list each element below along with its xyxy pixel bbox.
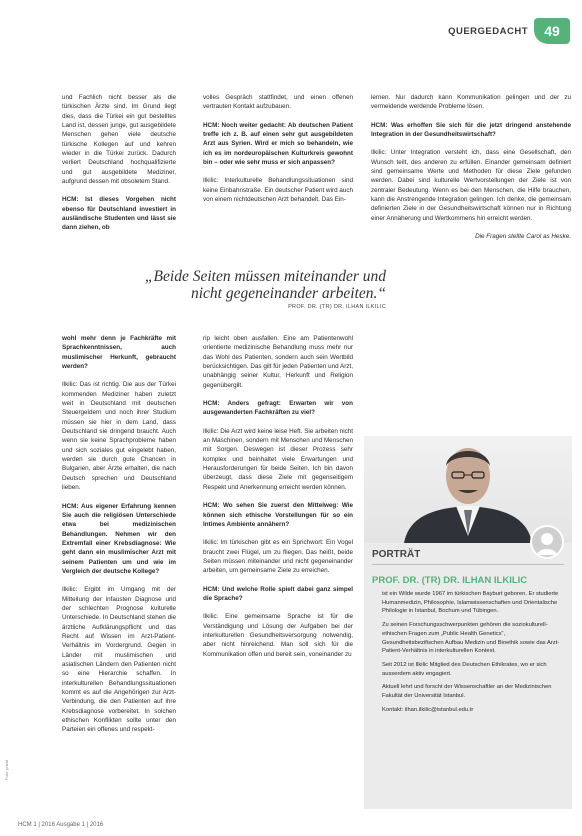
portrait-name: PROF. DR. (TR) DR. ILHAN ILKILIC [372, 575, 528, 586]
section-label: QUERGEDACHT [448, 25, 528, 37]
answer: Ilkilic: Eine gemeinsame Sprache ist für die Verständigung und Lösung der Aufgaben bei der interkulturellen Gesundheitsversorgung notwendig, aber nicht hinreichend. Man soll sich für die Kommunikation offen und bereit sein, voneinander zu [203, 613, 353, 658]
top-column-2 [203, 93, 353, 213]
top-column-3 [371, 93, 571, 250]
avatar-icon [530, 525, 564, 559]
answer: Ilkilic: Unter Integration versteht ich, dass eine Gesellschaft, den Wunsch teilt, des anderen zu erfüllen. Einander gemeinsam definiert sind gemeinsame Werte und Methoden für diese Ziele gefunden werden. Dabei sind kulturelle Wertvorstellungen der Ziele ist von zentraler Bedeutung. Wenn es bei den Menschen, die Hilfe brauchen, kann die Anstrengende Integration gelingen. Ich denke, die gemeinsam definierten Ziele in der Gesundheitswirtschaft können nur in Richtung einer Annäherung und Wertkommens hin erreicht werden. [371, 149, 571, 222]
portrait-contact: Kontakt: ilhan.ilkilic@istanbul.edu.tr [382, 706, 474, 713]
bottom-column-1 [62, 334, 176, 744]
paragraph: und Fachlich nicht besser als die türkischen Ärzte sind. Im Grund liegt dies, dass die Türkei ein gut bestelltes Land ist, dessen junge, gut ausgebildete Menschen gehen viele deutsche türkische Kollegen auf und kehren wieder in die Türkei zurück. Dadurch verliert Deutschland hochqualifizierte und gut ausgebildete Mediziner, aufgrund dessen mit obsoletem Stand. [62, 94, 176, 186]
question: HCM: Aus eigener Erfahrung kennen Sie auch die religiösen Unterschiede etwa bei medizinischen Behandlungen. Nehmen wir den Extremfall einer Krebsdiagnose: Wie geht dann ein muslimischer Arzt mit seinem Patienten um und wie im Vergleich der deutsche Kollege? [62, 502, 176, 575]
answer: Ilkilic: Die Arzt wird keine leise Heft. Sie arbeiten nicht an Maschinen, sondern mit Menschen und Menschen mit Sorgen. Deswegen ist dieser Prozess sehr komplex und beinhaltet viele Erwartungen und Herausforderungen für beide Seiten. Ich bin davon überzeugt, dass diese Ziele mit gegenseitigem Respekt und Anerkennung erreicht werden können. [203, 427, 353, 491]
pull-quote-attribution: PROF. DR. (TR) DR. ILHAN ILKILIC [288, 304, 386, 310]
photo-credit: Foto: privat [4, 759, 9, 780]
answer: Ilkilic: Ergibt im Umgang mit der Mitteilung der infausten Diagnose und der schlechten Prognose kulturelle Unterschiede. In Deutschland stehen die ärztliche Aufklärungspflicht und das Recht auf Wissen im Arzt-Patient-Verhältnis im Vordergrund. Gegen in Länder mit muslimischen und asiatischen Ländern den Patienten nicht so eine Hierarchie schaffen. In interkulturellen Behandlungssituationen kommt es auf die Angehörigen zur Arzt-Verbindung, die den Patienten auf ihre Krebsdiagnose vorbereitet. In solchen ethischen Konflikten sollte unter den Parteien ein offenes und respekt- [62, 586, 176, 734]
top-column-1 [62, 93, 176, 242]
answer: Ilkilic: Im türkischen gibt es ein Sprichwort: Ein Vogel braucht zwei Flügel, um zu fliegen. Das heißt, beide Seiten müssen miteinander und nicht gegeneinander arbeiten, um gemeinsame Ziele zu erreichen. [203, 539, 353, 575]
question: HCM: Noch weiter gedacht: Ab deutschen Patient treffe ich z. B. auf einen sehr gut ausgebildeten Arzt aus Syrien. Wird er mich so behandeln, wie ich es im nordeuropäischen Kulturkreis gewohnt bin – oder wie sehr muss er sich anpassen? [203, 121, 353, 167]
portrait-paragraph: Aktuell lehrt und forscht der Wissenschaftler an der Medizinischen Fakultät der Universität Istanbul. [382, 684, 552, 700]
portrait-paragraph: ist ein Wilde wurde 1967 im türkischen Bayburt geboren. Er studierte Humanmedizin, Philosophie, Islamwissenschaften und Orientalische Philologie in Istanbul, Bochum und Tübingen. [382, 591, 559, 615]
portrait-box [364, 543, 572, 809]
question: HCM: Wo sehen Sie zuerst den Mittelweg: Wie können sich ethische Vorstellungen für so ein Intimes Ambiente annähern? [203, 502, 353, 528]
pull-quote [118, 268, 386, 310]
question: HCM: Und welche Rolle spielt dabei ganz simpel die Sprache? [203, 585, 353, 602]
portrait-body [364, 590, 572, 714]
portrait-paragraph: Zu seinen Forschungsschwerpunkten gehören die soziokulturell-ethischen Fragen zum „Public Health Genetics“, Gesundheitsbezifischen Aufbau Medizin und Bioethik sowie das Arzt-Patient-Verhältnis in interkulturellen Kontext. [382, 622, 560, 655]
page-number-badge: 49 [534, 18, 570, 44]
page-footer: HCM 1 | 2016 Ausgabe 1 | 2016 [18, 822, 104, 828]
page-header [448, 18, 570, 44]
answer: Ilkilic: Das ist richtig. Die aus der Türkei kommenden Mediziner haben zuletzt weit in Deutschland mit deutschen Steuergeldern und noch ihrer Studium müssen sie hier in dem Land, dass Deutschland sie dringend braucht. Auch wenn sie keine Sprachprobleme haben und sich soziales gut eingelebt haben, werden sie durch gute Chancen in Bulgarien, aber Ärzte erhalten, die nach Deutsch sprechen und Deutschland lieben. [62, 381, 176, 492]
paragraph: lernen. Nur dadurch kann Kommunikation gelingen und der zu vermeidende werdende Probleme lösen. [371, 94, 571, 111]
answer: Ilkilic: Interkulturelle Behandlungssituationen sind keine Einbahnstraße. Ein deutscher Patient wird auch von einem nichtdeutschen Arzt behandelt. Das Ein- [203, 177, 353, 204]
interviewer-credit: Die Fragen stellte Carol as Heske. [475, 233, 571, 241]
answer: rip leicht oben ausfallen. Eine am Patientenwohl orientierte medizinische Behandlung muss mehr nur das Wohl des Patienten, sondern auch sein Wertbild berücksichtigen. Das gilt für jeden Patienten und Arzt, unabhängig seiner Kultur, Herkunft und Religion gegenübergilt. [203, 335, 353, 389]
portrait-title: PORTRÄT [372, 549, 421, 560]
question: wohl mehr denn je Fachkräfte mit Sprachkenntnissen, auch muslimischer Herkunft, gebraucht werden? [62, 335, 176, 371]
question: HCM: Anders gefragt: Erwarten wir von ausgewanderten Fachkräften zu viel? [203, 400, 353, 417]
portrait-paragraph: Seit 2012 ist Ilkilic Mitglied des Deutschen Ethikrates, wo er sich ausserdem aktiv engagiert. [382, 661, 547, 677]
question: HCM: Ist dieses Vorgehen nicht ebenso für Deutschland investiert in ausländische Studenten und lässt sie dann ziehen, ob [62, 196, 176, 232]
question: HCM: Was erhoffen Sie sich für die jetzt dringend anstehende Integration in der Gesundheitswirtschaft? [371, 121, 571, 139]
bottom-column-2 [203, 334, 353, 668]
pull-quote-text: „Beide Seiten müssen miteinander und nicht gegeneinander arbeiten.“ [144, 268, 386, 302]
paragraph: volles Gespräch stattfindet, und einen offenen vertrauten Kontakt aufzubauen. [203, 94, 353, 111]
